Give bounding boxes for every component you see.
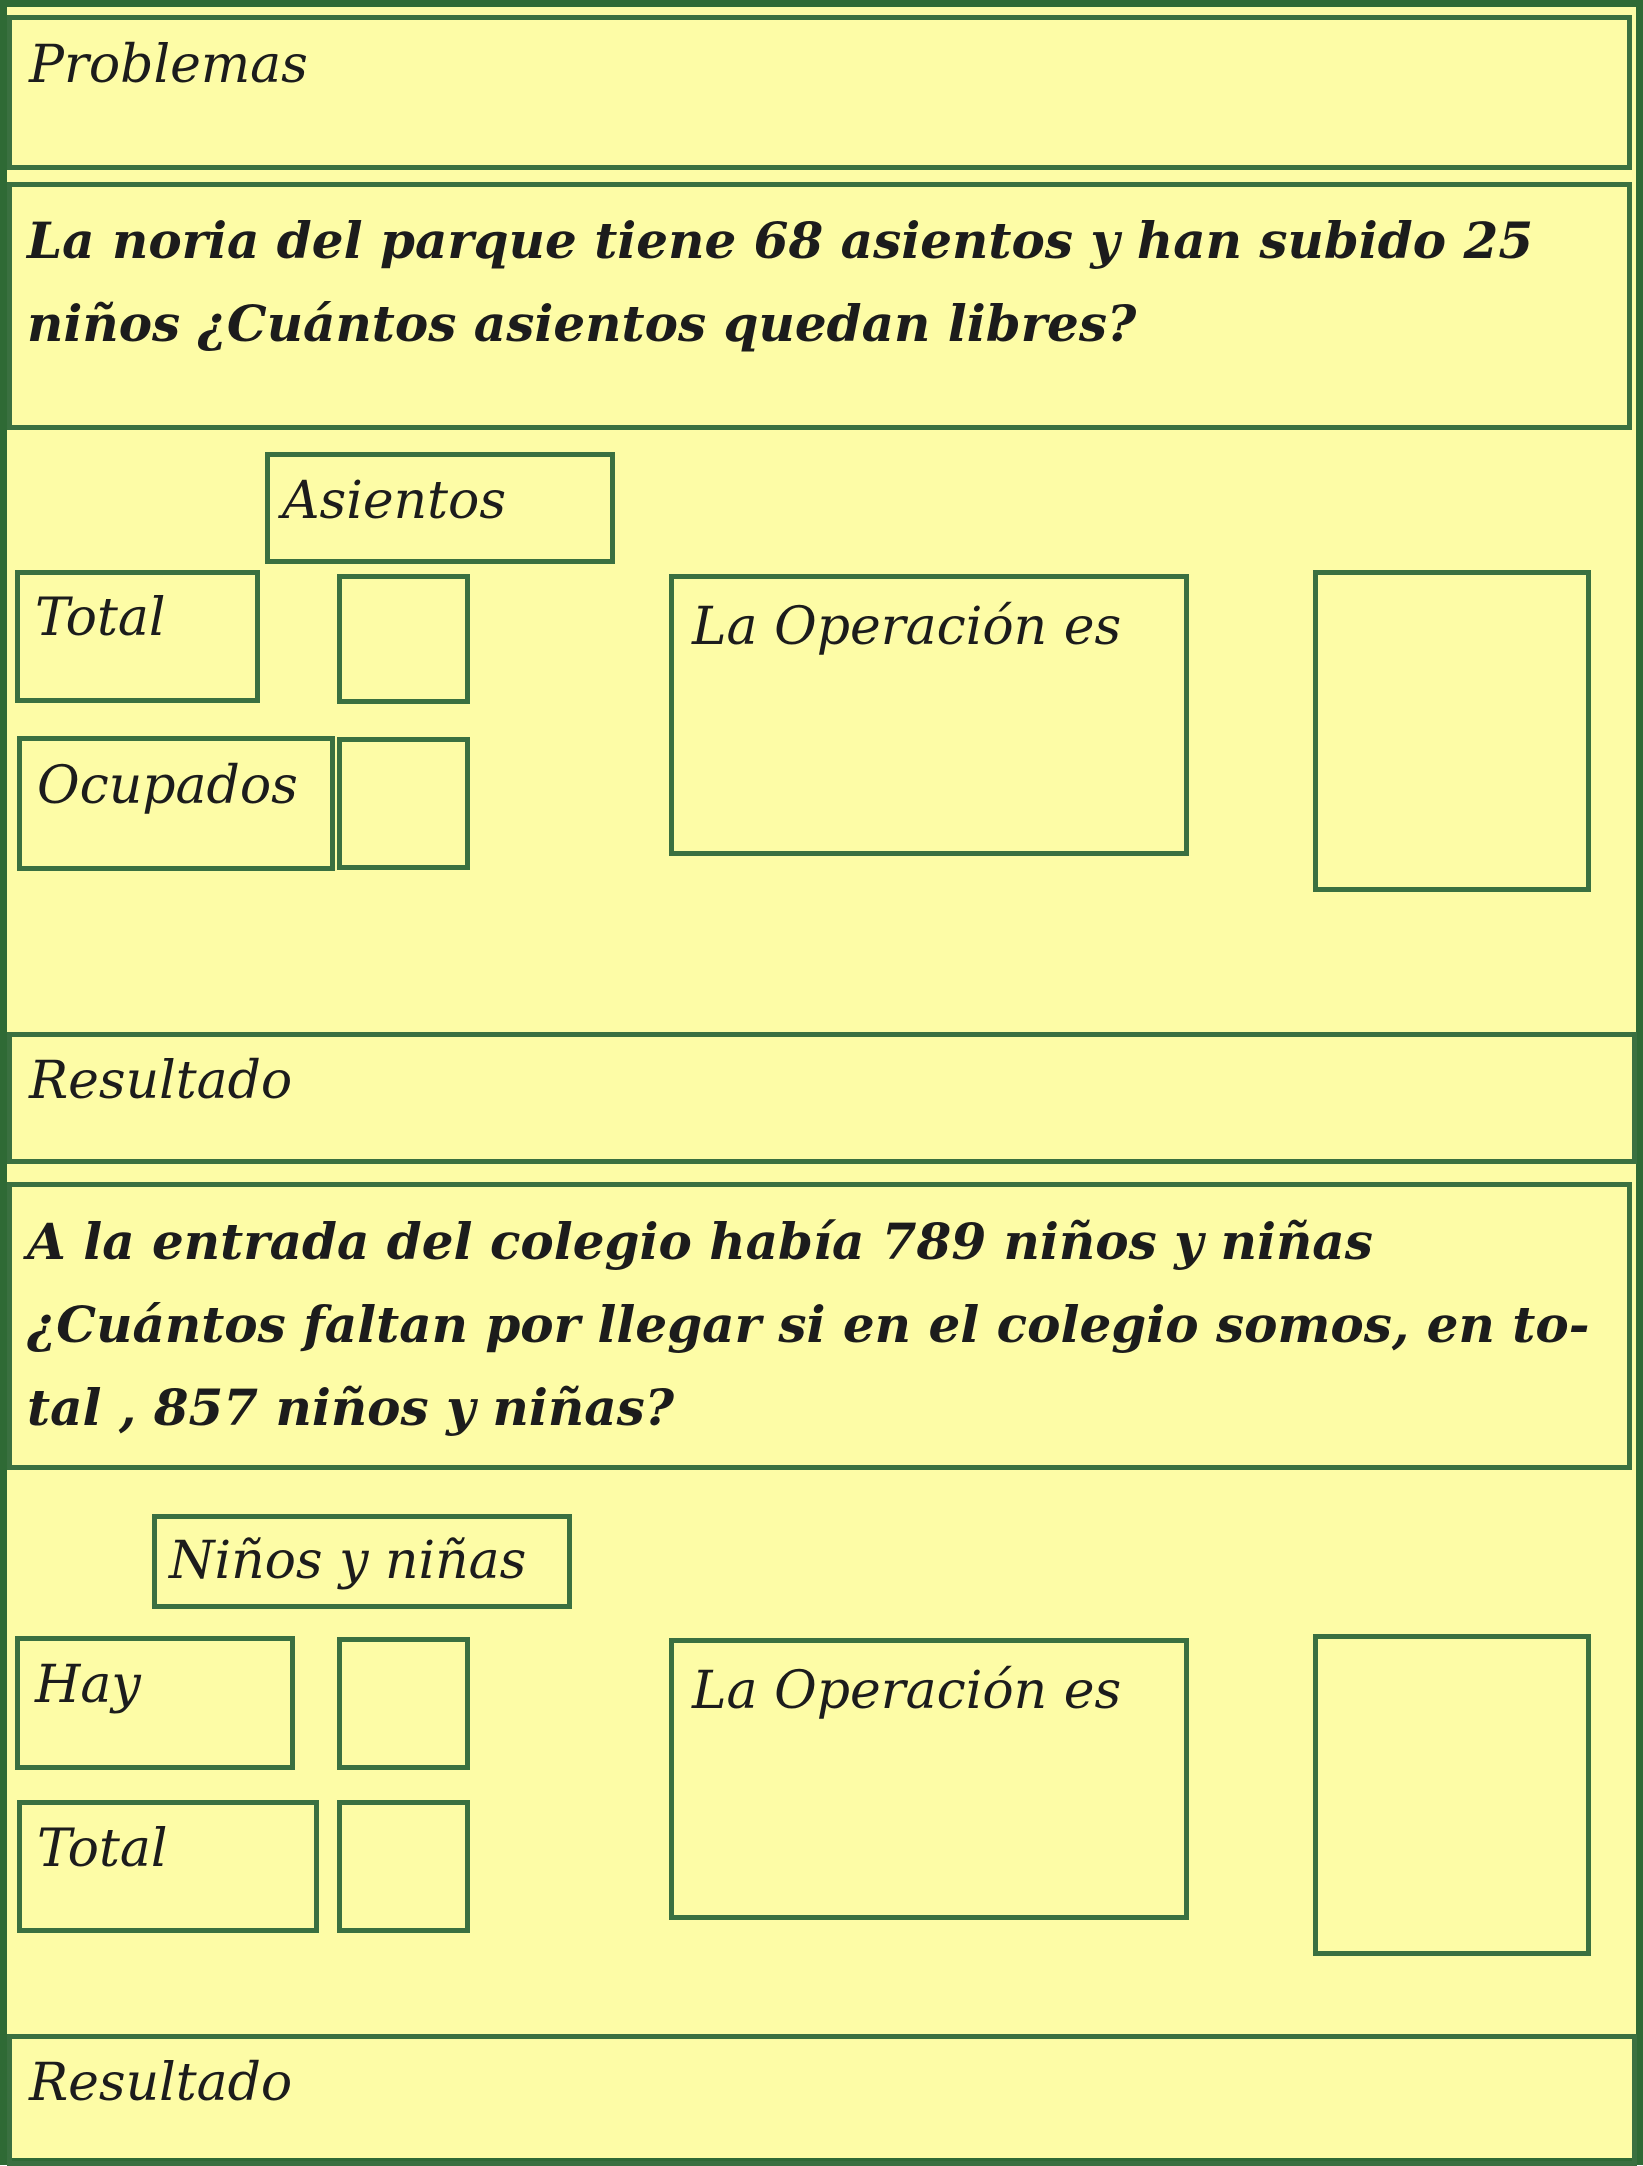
- problem-1-row-1-label: Total: [35, 588, 166, 648]
- problem-1-result-label: Resultado: [29, 1051, 293, 1111]
- problem-2-line-2: ¿Cuántos faltan por llegar si en el colegio somos, en to-: [27, 1295, 1590, 1354]
- problem-2-line-1: A la entrada del colegio había 789 niños y niñas: [27, 1212, 1373, 1271]
- problem-2-category-label: Niños y niñas: [169, 1531, 527, 1591]
- problem-2-row-2-answer-box[interactable]: [337, 1800, 470, 1933]
- problem-1-row-2-answer-box[interactable]: [337, 737, 470, 870]
- problem-2-result-label: Resultado: [29, 2053, 293, 2113]
- problem-2-line-3: tal , 857 niños y niñas?: [27, 1378, 675, 1437]
- problem-1-category-label: Asientos: [282, 471, 507, 531]
- page-title: Problemas: [29, 35, 308, 95]
- problem-2-operation-label: La Operación es: [692, 1661, 1122, 1721]
- problem-1-line-2: niños ¿Cuántos asientos quedan libres?: [27, 294, 1137, 353]
- problem-2-row-1-label: Hay: [35, 1655, 141, 1715]
- problem-2-row-2-label: Total: [37, 1819, 168, 1879]
- problem-1-line-1: La noria del parque tiene 68 asientos y han subido 25: [27, 211, 1534, 270]
- problem-1-row-2-label: Ocupados: [37, 756, 298, 816]
- problem-1-answer-box[interactable]: [1313, 570, 1591, 892]
- problem-1-operation-label: La Operación es: [692, 597, 1122, 657]
- problem-2-answer-box[interactable]: [1313, 1634, 1591, 1956]
- problem-2-row-1-answer-box[interactable]: [337, 1637, 470, 1770]
- problem-1-row-1-answer-box[interactable]: [337, 574, 470, 704]
